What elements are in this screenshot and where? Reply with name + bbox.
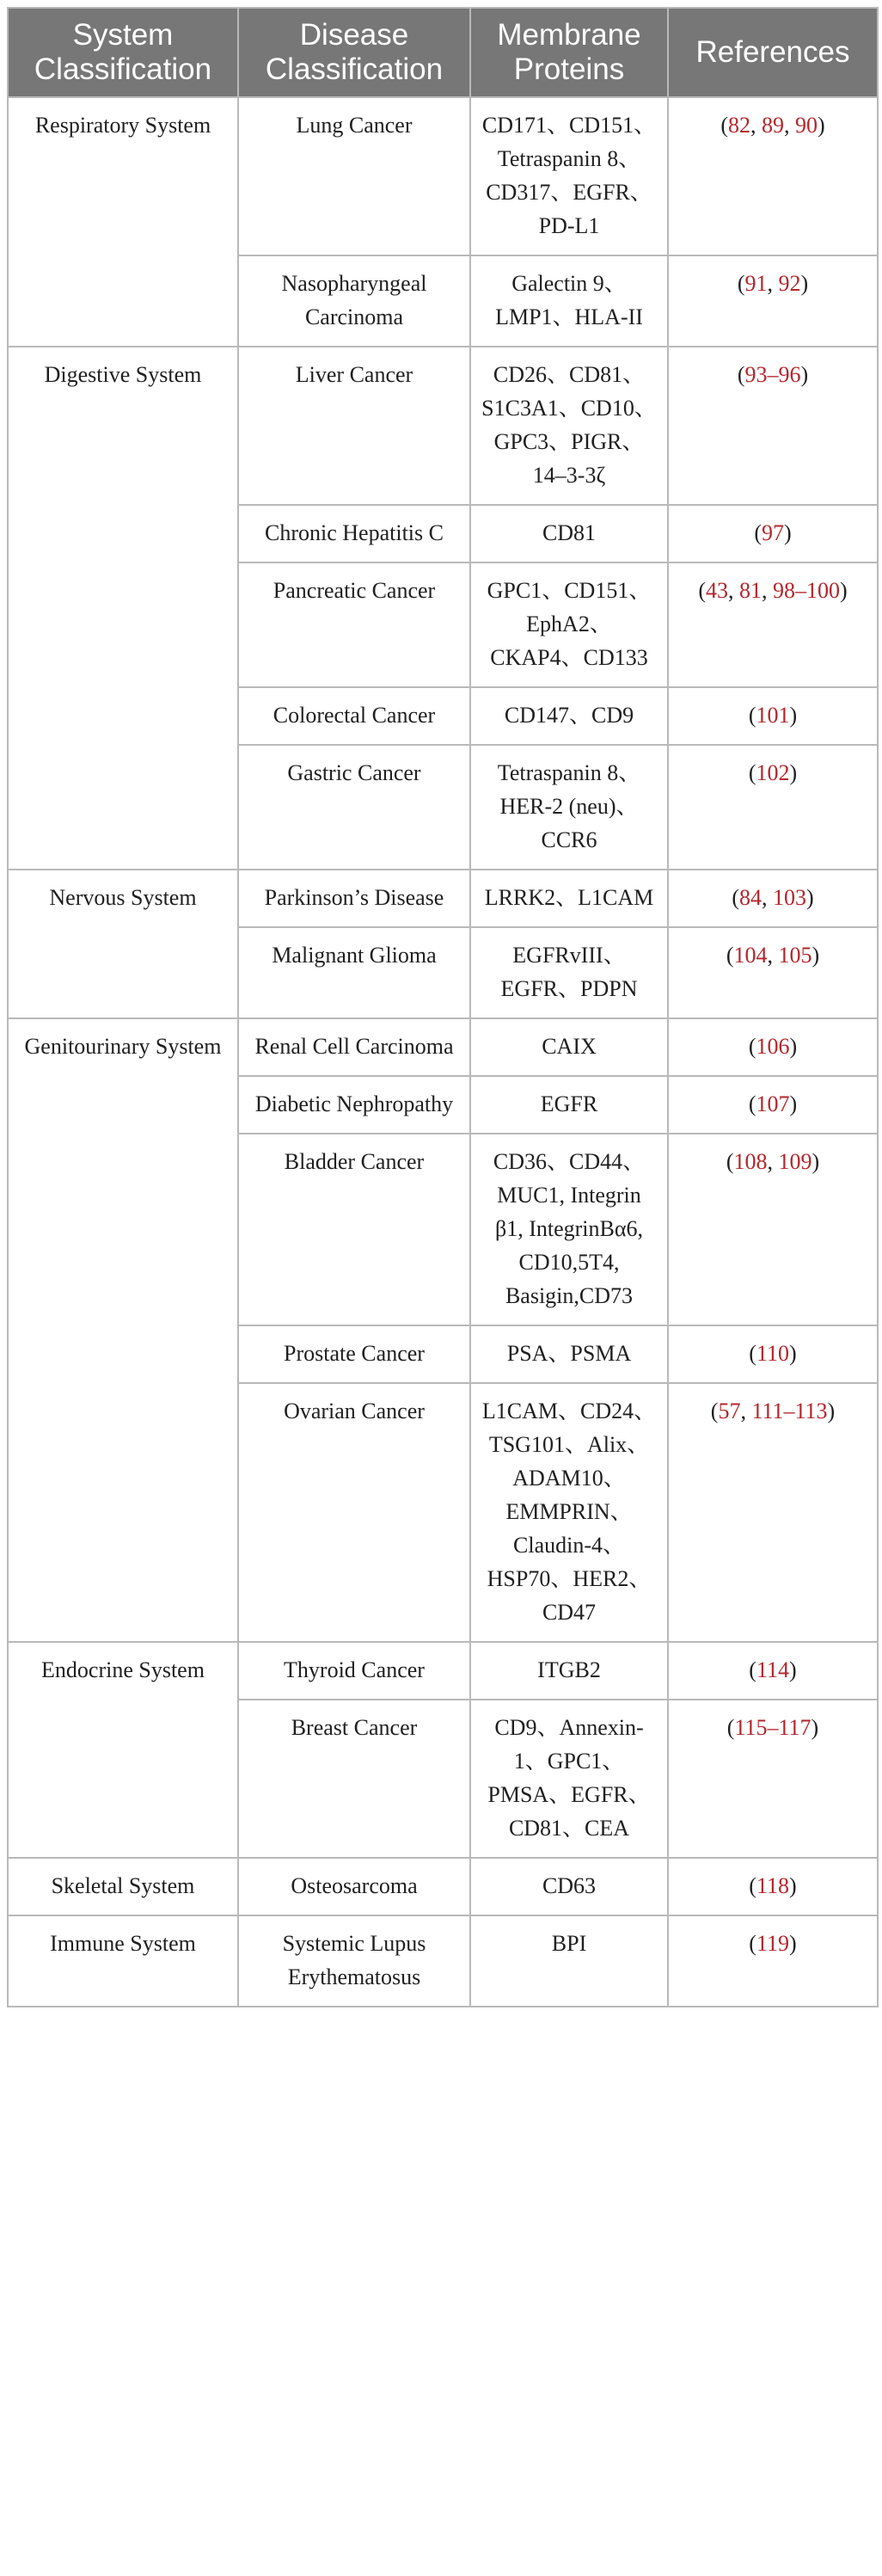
reference-link[interactable]: 57: [718, 1399, 741, 1423]
reference-close-paren: ): [789, 1657, 797, 1682]
references-cell: [668, 1018, 878, 1076]
references-cell: [668, 745, 878, 870]
table-body: [8, 97, 878, 2007]
disease-classification-cell: Systemic Lupus Erythematosus: [238, 1915, 470, 2007]
table-row: [8, 1858, 878, 1915]
reference-link[interactable]: 111–113: [751, 1399, 828, 1423]
reference-close-paren: ): [818, 113, 825, 138]
reference-open-paren: (: [710, 1399, 719, 1423]
reference-link[interactable]: 107: [756, 1091, 790, 1116]
reference-link[interactable]: 110: [756, 1341, 790, 1366]
table-row: [8, 870, 878, 927]
reference-link[interactable]: 115–117: [734, 1715, 812, 1740]
header-disease-classification: Disease Classification: [238, 8, 470, 97]
table-row: [8, 97, 878, 255]
system-classification-cell: Genitourinary System: [8, 1018, 238, 1642]
references-cell: [668, 1915, 878, 2007]
disease-classification-cell: Bladder Cancer: [238, 1134, 470, 1325]
disease-classification-cell: Osteosarcoma: [238, 1858, 470, 1915]
header-membrane-proteins: Membrane Proteins: [470, 8, 668, 97]
references-cell: [668, 1076, 878, 1134]
membrane-proteins-cell: PSA、PSMA: [470, 1325, 668, 1383]
reference-link[interactable]: 93–96: [744, 362, 801, 387]
membrane-proteins-cell: CD26、CD81、S1C3A1、CD10、GPC3、PIGR、14–3-3ζ: [470, 347, 668, 505]
reference-open-paren: (: [726, 1149, 734, 1174]
reference-link[interactable]: 106: [756, 1034, 790, 1059]
disease-classification-cell: Malignant Glioma: [238, 927, 470, 1018]
disease-classification-cell: Chronic Hepatitis C: [238, 505, 470, 563]
table-row: [8, 1915, 878, 2007]
disease-classification-cell: Pancreatic Cancer: [238, 563, 470, 687]
reference-separator: ,: [784, 113, 795, 138]
reference-open-paren: (: [732, 885, 739, 910]
system-classification-cell: Nervous System: [8, 870, 238, 1018]
reference-close-paren: ): [789, 1873, 797, 1898]
reference-link[interactable]: 114: [756, 1657, 790, 1682]
header-row: [8, 8, 878, 97]
reference-link[interactable]: 91: [744, 271, 768, 296]
references-cell: [668, 927, 878, 1018]
reference-close-paren: ): [789, 1931, 797, 1956]
membrane-proteins-cell: EGFR: [470, 1076, 668, 1134]
reference-link[interactable]: 82: [728, 113, 750, 138]
reference-close-paren: ): [827, 1399, 836, 1423]
reference-close-paren: ): [789, 1341, 797, 1366]
reference-separator: ,: [762, 578, 773, 603]
reference-link[interactable]: 105: [778, 943, 812, 968]
reference-link[interactable]: 103: [773, 885, 806, 910]
references-cell: [668, 870, 878, 927]
reference-link[interactable]: 92: [778, 271, 801, 296]
reference-link[interactable]: 43: [706, 578, 728, 603]
reference-open-paren: (: [737, 362, 745, 387]
reference-separator: ,: [762, 885, 773, 910]
reference-open-paren: (: [749, 1341, 756, 1366]
disease-classification-cell: Thyroid Cancer: [238, 1642, 470, 1700]
reference-close-paren: ): [789, 1091, 798, 1116]
reference-link[interactable]: 119: [756, 1931, 790, 1956]
disease-classification-cell: Lung Cancer: [238, 97, 470, 255]
reference-close-paren: ): [789, 1034, 798, 1059]
membrane-protein-table: [7, 7, 879, 2007]
reference-close-paren: ): [789, 703, 798, 728]
reference-close-paren: ): [800, 271, 809, 296]
system-classification-cell: Skeletal System: [8, 1858, 238, 1915]
disease-classification-cell: Colorectal Cancer: [238, 687, 470, 745]
reference-link[interactable]: 89: [762, 113, 784, 138]
reference-close-paren: ): [812, 943, 820, 968]
reference-close-paren: ): [784, 520, 792, 545]
disease-classification-cell: Renal Cell Carcinoma: [238, 1018, 470, 1076]
system-classification-cell: Digestive System: [8, 347, 238, 870]
membrane-proteins-cell: BPI: [470, 1915, 668, 2007]
table-row: [8, 1642, 878, 1700]
reference-separator: ,: [767, 271, 779, 296]
references-cell: [668, 1134, 878, 1325]
reference-link[interactable]: 97: [762, 520, 784, 545]
reference-open-paren: (: [749, 1657, 756, 1682]
reference-link[interactable]: 90: [795, 113, 818, 138]
reference-link[interactable]: 102: [756, 760, 790, 785]
reference-close-paren: ): [789, 760, 798, 785]
system-classification-cell: Endocrine System: [8, 1642, 238, 1858]
system-classification-cell: Respiratory System: [8, 97, 238, 347]
reference-close-paren: ): [800, 362, 809, 387]
reference-separator: ,: [750, 113, 762, 138]
header-system-classification: System Classification: [8, 8, 238, 97]
reference-link[interactable]: 81: [739, 578, 762, 603]
disease-classification-cell: Prostate Cancer: [238, 1325, 470, 1383]
header-references: References: [668, 8, 878, 97]
reference-link[interactable]: 98–100: [773, 578, 840, 603]
reference-open-paren: (: [726, 1715, 735, 1740]
membrane-proteins-cell: CAIX: [470, 1018, 668, 1076]
reference-open-paren: (: [726, 943, 734, 968]
membrane-proteins-cell: GPC1、CD151、EphA2、CKAP4、CD133: [470, 563, 668, 687]
references-cell: [668, 97, 878, 255]
membrane-proteins-cell: ITGB2: [470, 1642, 668, 1700]
reference-separator: ,: [767, 1149, 779, 1174]
reference-open-paren: (: [720, 113, 728, 138]
references-cell: [668, 687, 878, 745]
reference-close-paren: ): [840, 578, 848, 603]
membrane-proteins-cell: L1CAM、CD24、TSG101、Alix、ADAM10、EMMPRIN、Claudin-4、HSP70、HER2、CD47: [470, 1383, 668, 1642]
reference-close-paren: ): [811, 1715, 819, 1740]
disease-classification-cell: Diabetic Nephropathy: [238, 1076, 470, 1134]
disease-classification-cell: Breast Cancer: [238, 1700, 470, 1858]
reference-open-paren: (: [754, 520, 762, 545]
disease-classification-cell: Liver Cancer: [238, 347, 470, 505]
reference-link[interactable]: 118: [756, 1873, 790, 1898]
disease-classification-cell: Nasopharyngeal Carcinoma: [238, 255, 470, 347]
membrane-proteins-cell: Tetraspanin 8、HER-2 (neu)、CCR6: [470, 745, 668, 870]
references-cell: [668, 1325, 878, 1383]
membrane-proteins-cell: Galectin 9、LMP1、HLA-II: [470, 255, 668, 347]
disease-classification-cell: Parkinson’s Disease: [238, 870, 470, 927]
table-row: [8, 1018, 878, 1076]
reference-close-paren: ): [812, 1149, 820, 1174]
reference-separator: ,: [767, 943, 779, 968]
reference-open-paren: (: [698, 578, 706, 603]
disease-classification-cell: Ovarian Cancer: [238, 1383, 470, 1642]
membrane-proteins-cell: CD147、CD9: [470, 687, 668, 745]
reference-open-paren: (: [748, 1091, 756, 1116]
references-cell: [668, 255, 878, 347]
reference-open-paren: (: [737, 271, 745, 296]
reference-open-paren: (: [749, 1873, 756, 1898]
membrane-proteins-cell: CD81: [470, 505, 668, 563]
reference-close-paren: ): [806, 885, 814, 910]
reference-separator: ,: [728, 578, 739, 603]
references-cell: [668, 1700, 878, 1858]
reference-open-paren: (: [748, 760, 756, 785]
references-cell: [668, 563, 878, 687]
reference-separator: ,: [740, 1399, 752, 1423]
reference-open-paren: (: [749, 1931, 756, 1956]
references-cell: [668, 1642, 878, 1700]
membrane-proteins-cell: CD63: [470, 1858, 668, 1915]
references-cell: [668, 347, 878, 505]
reference-link[interactable]: 108: [733, 1149, 768, 1174]
reference-link[interactable]: 101: [756, 703, 790, 728]
reference-open-paren: (: [748, 1034, 756, 1059]
membrane-proteins-cell: CD171、CD151、Tetraspanin 8、CD317、EGFR、PD-L1: [470, 97, 668, 255]
reference-open-paren: (: [748, 703, 756, 728]
membrane-proteins-cell: EGFRvIII、EGFR、PDPN: [470, 927, 668, 1018]
reference-link[interactable]: 84: [739, 885, 762, 910]
membrane-proteins-cell: LRRK2、L1CAM: [470, 870, 668, 927]
reference-link[interactable]: 109: [778, 1149, 812, 1174]
membrane-proteins-cell: CD9、Annexin-1、GPC1、PMSA、EGFR、CD81、CEA: [470, 1700, 668, 1858]
references-cell: [668, 1383, 878, 1642]
membrane-proteins-cell: CD36、CD44、MUC1, Integrin β1, IntegrinBα6, CD10,5T4, Basigin,CD73: [470, 1134, 668, 1325]
system-classification-cell: Immune System: [8, 1915, 238, 2007]
references-cell: [668, 1858, 878, 1915]
reference-link[interactable]: 104: [733, 943, 768, 968]
table-row: [8, 347, 878, 505]
disease-classification-cell: Gastric Cancer: [238, 745, 470, 870]
references-cell: [668, 505, 878, 563]
